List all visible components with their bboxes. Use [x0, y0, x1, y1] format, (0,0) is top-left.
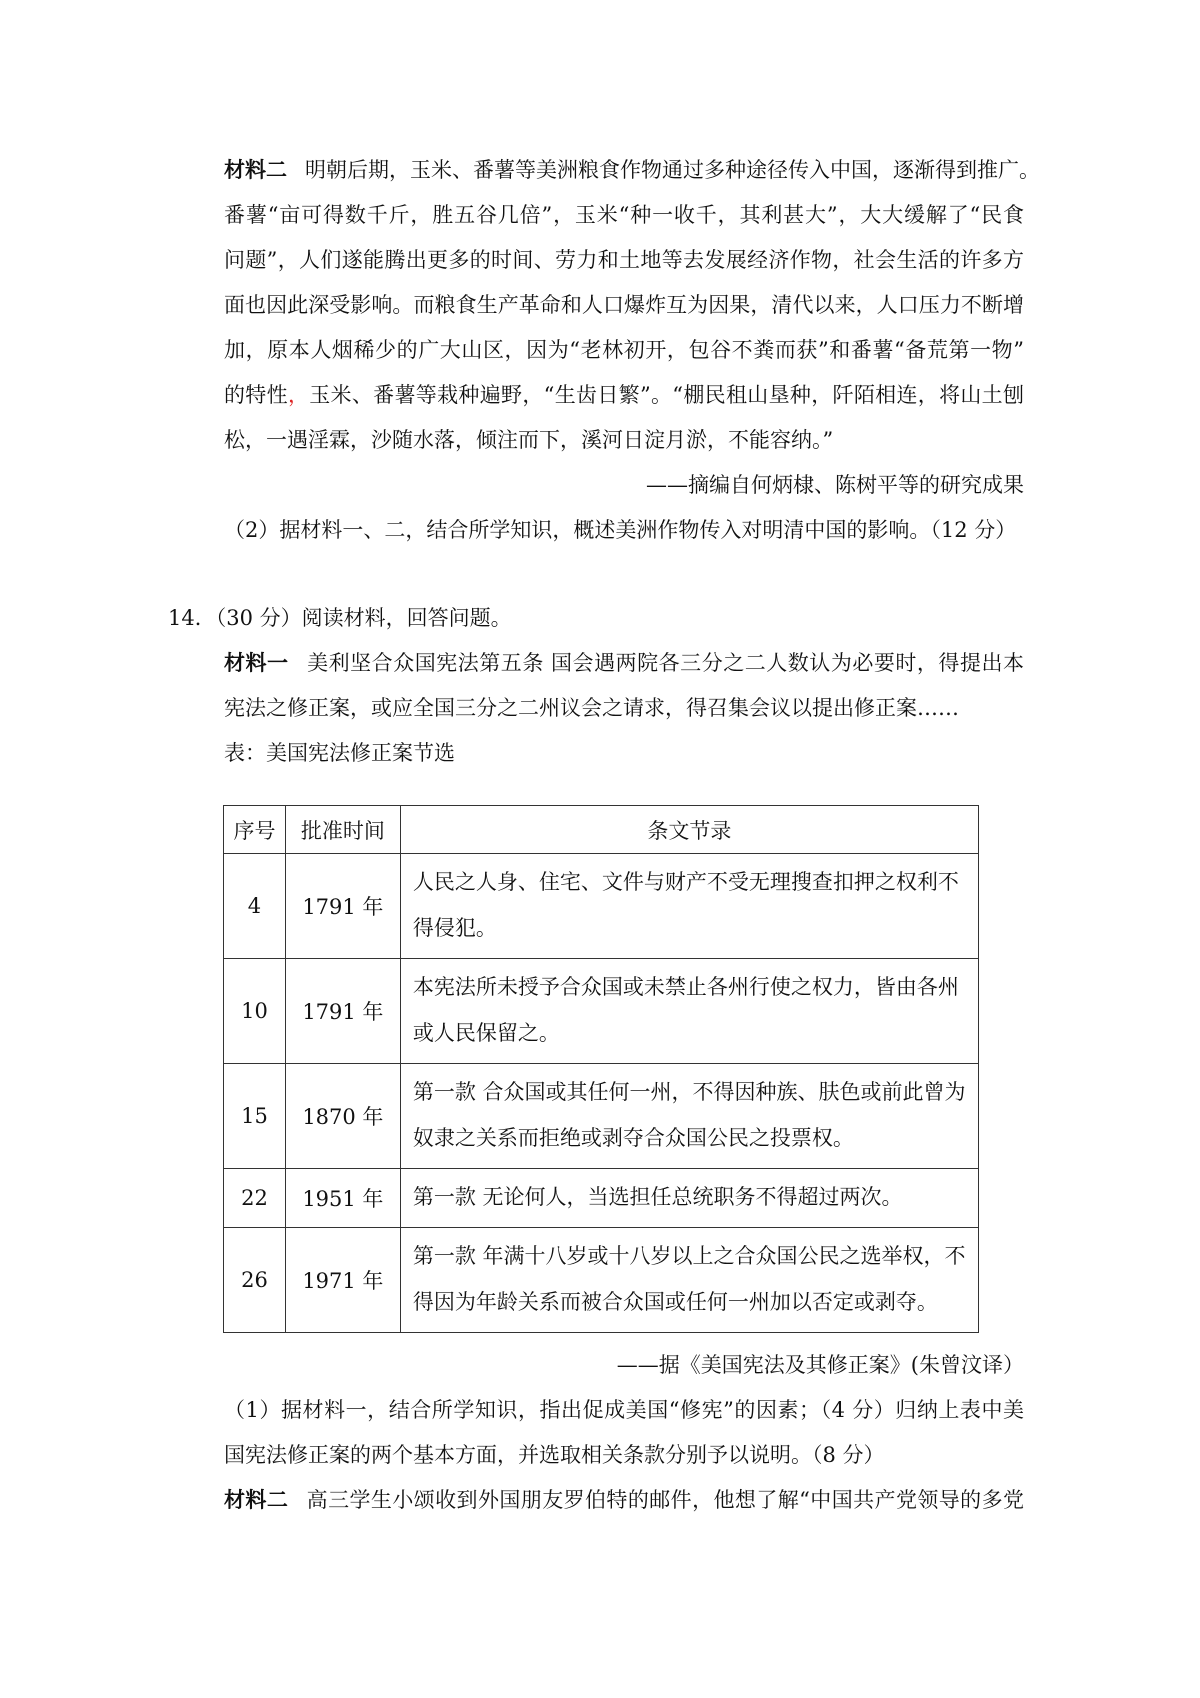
table-caption: 表：美国宪法修正案节选 — [224, 741, 455, 765]
material2-source: ——摘编自何炳棣、陈树平等的研究成果 — [646, 473, 1024, 497]
row-number: 26 — [224, 1228, 286, 1333]
row-year: 1870 年 — [285, 1064, 400, 1169]
material2-line-3: 问题”，人们遂能腾出更多的时间、劳力和土地等去发展经济作物，社会生活的许多方 — [224, 248, 1024, 272]
row-text: 第一款 无论何人，当选担任总统职务不得超过两次。 — [400, 1169, 978, 1228]
table-row — [224, 1064, 979, 1169]
row-text: 第一款 年满十八岁或十八岁以上之合众国公民之选举权，不得因为年龄关系而被合众国或任何一州加以否定或剥夺。 — [400, 1228, 978, 1333]
row-text: 第一款 合众国或其任何一州，不得因种族、肤色或前此曾为奴隶之关系而拒绝或剥夺合众国公民之投票权。 — [400, 1064, 978, 1169]
row-text: 人民之人身、住宅、文件与财产不受无理搜查扣押之权利不得侵犯。 — [400, 854, 978, 959]
question-2: （2）据材料一、二，结合所学知识，概述美洲作物传入对明清中国的影响。（12 分） — [224, 518, 1017, 542]
table-source: ——据《美国宪法及其修正案》(朱曾汶译） — [616, 1353, 1024, 1377]
row-number: 4 — [224, 854, 286, 959]
row-number: 15 — [224, 1064, 286, 1169]
row-year: 1951 年 — [285, 1169, 400, 1228]
row-year: 1791 年 — [285, 854, 400, 959]
header-number: 序号 — [224, 806, 286, 854]
q14-material1-line-1: 材料一 美利坚合众国宪法第五条 国会遇两院各三分之二人数认为必要时，得提出本 — [224, 650, 1024, 675]
material2-line-1: 材料二 明朝后期，玉米、番薯等美洲粮食作物通过多种途径传入中国，逐渐得到推广。 — [224, 157, 1040, 182]
row-year: 1971 年 — [285, 1228, 400, 1333]
q14-material2-label: 材料二 — [224, 1487, 289, 1512]
header-text: 条文节录 — [400, 806, 978, 854]
q14-material1-label: 材料一 — [224, 650, 289, 675]
material2-label: 材料二 — [224, 157, 287, 182]
header-date: 批准时间 — [285, 806, 400, 854]
table-row — [224, 959, 979, 1064]
table-header-row — [224, 806, 979, 854]
row-number: 22 — [224, 1169, 286, 1228]
row-year: 1791 年 — [285, 959, 400, 1064]
material2-line-7: 松，一遇淫霖，沙随水落，倾注而下，溪河日淀月淤，不能容纳。” — [224, 428, 834, 452]
q14-material2-line-1: 材料二 高三学生小颂收到外国朋友罗伯特的邮件，他想了解“中国共产党领导的多党 — [224, 1487, 1025, 1512]
table-row — [224, 1169, 979, 1228]
row-text: 本宪法所未授予合众国或未禁止各州行使之权力，皆由各州或人民保留之。 — [400, 959, 978, 1064]
table-row — [224, 854, 979, 959]
material2-line-4: 面也因此深受影响。而粮食生产革命和人口爆炸互为因果，清代以来，人口压力不断增 — [224, 293, 1024, 317]
q14-material1-line-2: 宪法之修正案，或应全国三分之二州议会之请求，得召集会议以提出修正案…… — [224, 696, 959, 720]
question-14-header: 14．（30 分）阅读材料，回答问题。 — [168, 606, 512, 630]
row-number: 10 — [224, 959, 286, 1064]
amendments-table — [223, 805, 979, 1333]
material2-line-2: 番薯“亩可得数千斤，胜五谷几倍”，玉米“种一收千，其利甚大”，大大缓解了“民食 — [224, 203, 1024, 227]
material2-line-5: 加，原本人烟稀少的广大山区，因为“老林初开，包谷不粪而获”和番薯“备荒第一物” — [224, 338, 1024, 362]
table-row — [224, 1228, 979, 1333]
q14-question1-line-2: 国宪法修正案的两个基本方面，并选取相关条款分别予以说明。（8 分） — [224, 1443, 885, 1467]
q14-question1-line-1: （1）据材料一，结合所学知识，指出促成美国“修宪”的因素；（4 分）归纳上表中美 — [224, 1398, 1024, 1422]
material2-line-6: 的特性，玉米、番薯等栽种遍野，“生齿日繁”。“棚民租山垦种，阡陌相连，将山土刨 — [224, 383, 1024, 407]
red-comma-mark: ， — [287, 383, 310, 407]
